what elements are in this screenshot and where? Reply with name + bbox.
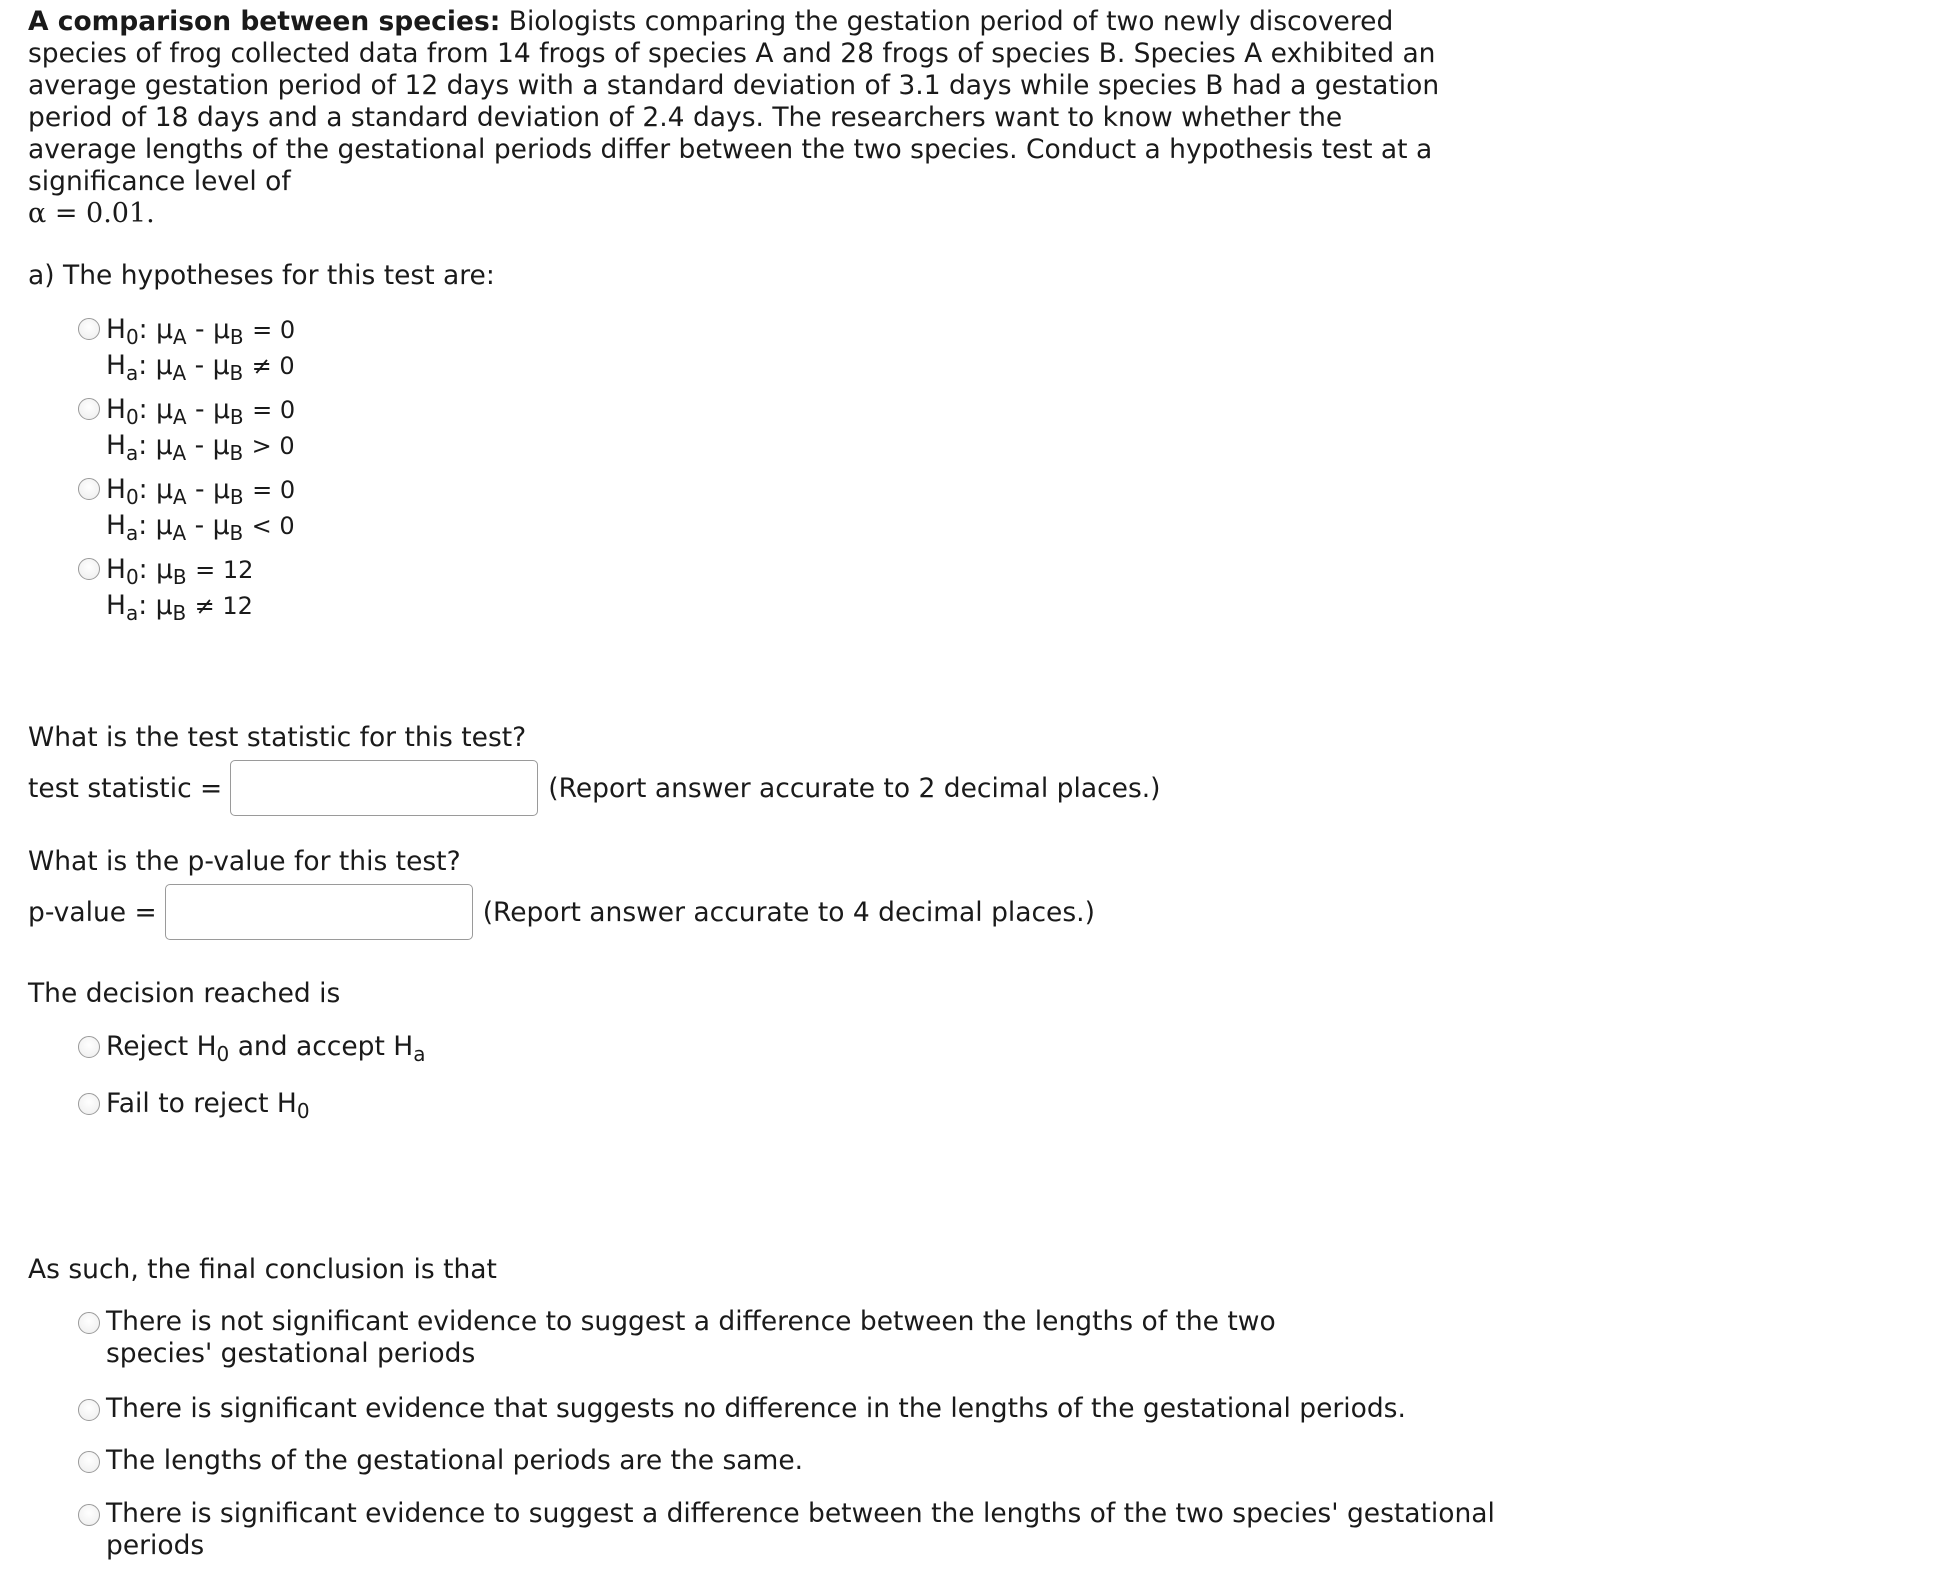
hypothesis-option-3[interactable] [78, 472, 1908, 552]
decision-question: The decision reached is [28, 978, 341, 1009]
conclusion-option-3[interactable] [78, 1445, 1908, 1498]
decision-fail-text: Fail to reject $H_0$ [106, 1088, 310, 1123]
hypothesis-radio-4[interactable] [78, 558, 100, 580]
decision-radio-reject[interactable] [78, 1036, 100, 1058]
conclusion-options [78, 1306, 1908, 1568]
alternative-hypothesis: $H_a$: $\mu_A - \mu_B < 0$ [106, 510, 295, 545]
test-statistic-question: What is the test statistic for this test? [28, 722, 527, 753]
p-value-note: (Report answer accurate to 4 decimal places.) [482, 896, 1095, 928]
conclusion-text-4: There is significant evidence to suggest a difference between the lengths of the two species' gestational periods [106, 1498, 1495, 1561]
conclusion-radio-1[interactable] [78, 1312, 100, 1334]
hypothesis-radio-3[interactable] [78, 478, 100, 500]
decision-option-reject[interactable] [78, 1030, 1908, 1087]
conclusion-text-2: There is significant evidence that suggests no difference in the lengths of the gestational periods. [106, 1393, 1406, 1424]
test-statistic-label: test statistic = [28, 772, 223, 804]
null-hypothesis: $H_0$: $\mu_A - \mu_B = 0$ [106, 314, 296, 349]
problem-title: A comparison between species: [28, 6, 501, 37]
problem-body: Biologists comparing the gestation period of two newly discovered species of frog collected data from 14 frogs of species A and 28 frogs of species B. Species A exhibited an average gestation period of 12 days with a standard deviation of 3.1 days while species B had a gestation period of 18 days and a standard deviation of 2.4 days. The researchers want to know whether the average lengths of the gestational periods differ between the two species. Conduct a hypothesis test at a significance level of [28, 6, 1440, 197]
test-statistic-input[interactable] [230, 760, 538, 816]
conclusion-radio-3[interactable] [78, 1451, 100, 1473]
question-page [28, 6, 1908, 1568]
hypothesis-radio-1[interactable] [78, 318, 100, 340]
hypothesis-text-4 [106, 552, 253, 624]
conclusion-option-1[interactable] [78, 1306, 1908, 1393]
alternative-hypothesis: $H_a$: $\mu_A - \mu_B > 0$ [106, 430, 295, 465]
alternative-hypothesis: $H_a$: $\mu_A - \mu_B \ne 0$ [106, 350, 295, 385]
alternative-hypothesis: $H_a$: $\mu_B \ne 12$ [106, 590, 253, 625]
null-hypothesis: $H_0$: $\mu_A - \mu_B = 0$ [106, 474, 296, 509]
conclusion-text-3: The lengths of the gestational periods are the same. [106, 1445, 804, 1476]
conclusion-radio-2[interactable] [78, 1399, 100, 1421]
decision-options [78, 1030, 1908, 1144]
decision-radio-fail[interactable] [78, 1093, 100, 1115]
p-value-label: p-value = [28, 896, 157, 928]
significance-level: α = 0.01. [28, 198, 155, 229]
hypothesis-text-1 [106, 312, 295, 384]
hypothesis-option-1[interactable] [78, 312, 1908, 392]
null-hypothesis: $H_0$: $\mu_B = 12$ [106, 554, 254, 589]
null-hypothesis: $H_0$: $\mu_A - \mu_B = 0$ [106, 394, 296, 429]
hypothesis-text-3 [106, 472, 295, 544]
conclusion-radio-4[interactable] [78, 1504, 100, 1526]
p-value-row [28, 884, 1908, 940]
hypothesis-radio-2[interactable] [78, 398, 100, 420]
test-statistic-note: (Report answer accurate to 2 decimal places.) [548, 772, 1161, 804]
conclusion-question: As such, the final conclusion is that [28, 1254, 497, 1285]
p-value-input[interactable] [165, 884, 473, 940]
conclusion-option-4[interactable] [78, 1498, 1908, 1568]
hypothesis-option-2[interactable] [78, 392, 1908, 472]
hypotheses-options [78, 312, 1908, 632]
conclusion-text-1: There is not significant evidence to suggest a difference between the lengths of the two species' gestational periods [106, 1306, 1276, 1369]
decision-reject-text: Reject $H_0$ and accept $H_a$ [106, 1031, 426, 1066]
decision-option-fail[interactable] [78, 1087, 1908, 1144]
p-value-question: What is the p-value for this test? [28, 846, 461, 877]
test-statistic-row [28, 760, 1908, 816]
hypotheses-question: a) The hypotheses for this test are: [28, 260, 495, 291]
conclusion-option-2[interactable] [78, 1393, 1908, 1445]
hypothesis-text-2 [106, 392, 295, 464]
hypothesis-option-4[interactable] [78, 552, 1908, 632]
problem-statement [28, 6, 1448, 230]
